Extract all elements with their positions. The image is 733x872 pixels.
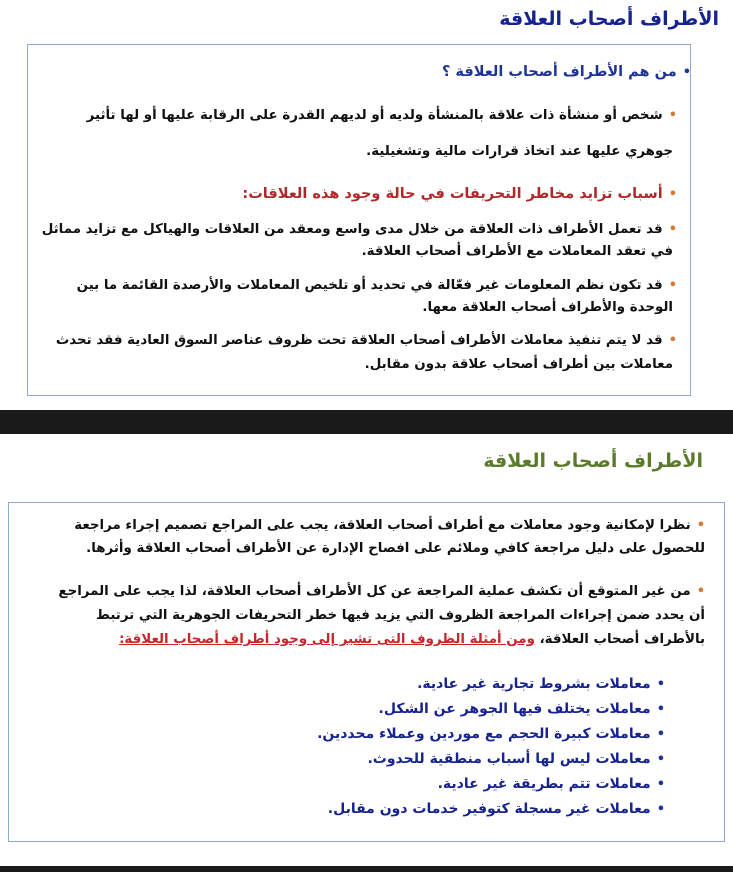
bullet-icon: • xyxy=(656,702,665,717)
bullet-icon: • xyxy=(656,677,665,692)
slide2-para2-line3: بالأطراف أصحاب العلاقة، ومن أمثلة الظروف التى تشير إلى وجود أطراف أصحاب العلاقة: xyxy=(119,632,705,647)
slide2-para1-line2: للحصول على دليل مراجعة كافي وملائم على افصاح الإدارة عن الأطراف أصحاب العلاقة وأثرها. xyxy=(86,541,705,556)
slide2-title: الأطراف أصحاب العلاقة xyxy=(483,450,703,472)
bullet-icon: • xyxy=(656,777,665,792)
slide1-reason-3-line1: •قد لا يتم تنفيذ معاملات الأطراف أصحاب العلاقة تحت ظروف عناصر السوق العادية فقد تحدث xyxy=(55,333,677,348)
bullet-icon: • xyxy=(656,802,665,817)
slide2-example-2: •معاملات يختلف فيها الجوهر عن الشكل. xyxy=(378,701,665,717)
bullet-icon: • xyxy=(696,584,705,599)
slide2-example-5: •معاملات تتم بطريقة غير عادية. xyxy=(437,776,665,792)
bullet-icon: • xyxy=(682,65,691,80)
slide2-example-4: •معاملات ليس لها أسباب منطقية للحدوث. xyxy=(367,751,665,767)
bullet-icon: • xyxy=(668,222,677,237)
slide-separator xyxy=(0,410,733,434)
slide-separator xyxy=(0,866,733,872)
bullet-icon: • xyxy=(668,333,677,348)
highlighted-text: ومن أمثلة الظروف التى تشير إلى وجود أطراف أصحاب العلاقة: xyxy=(119,632,535,647)
slide1-reason-3-line2: معاملات بين أطراف أصحاب علاقة بدون مقابل. xyxy=(364,357,673,372)
bullet-icon: • xyxy=(668,278,677,293)
slide2-example-6: •معاملات غير مسجلة كتوفير خدمات دون مقابل. xyxy=(327,801,665,817)
slide1-title: الأطراف أصحاب العلاقة xyxy=(499,8,719,30)
slide1-question: •من هم الأطراف أصحاب العلاقة ؟ xyxy=(441,64,691,80)
bullet-icon: • xyxy=(668,108,677,123)
bullet-icon: • xyxy=(696,518,705,533)
slide1-definition-line2: جوهري عليها عند اتخاذ قرارات مالية وتشغيلية. xyxy=(366,144,673,159)
slide1-reason-1-line2: في تعقد المعاملات مع الأطراف أصحاب العلاقة. xyxy=(361,244,673,259)
slide2-example-3: •معاملات كبيرة الحجم مع موردين وعملاء محددين. xyxy=(317,726,665,742)
slide1-reasons-heading: •أسباب تزايد مخاطر التحريفات في حالة وجود هذه العلاقات: xyxy=(242,186,677,202)
slide1-reason-1-line1: •قد تعمل الأطراف ذات العلاقة من خلال مدى واسع ومعقد من العلاقات والهياكل مع تزايد مماثل xyxy=(41,222,677,237)
slide2-para2-line2: أن يحدد ضمن إجراءات المراجعة الظروف التي يزيد فيها خطر التحريفات الجوهرية التي ترتبط xyxy=(96,608,705,623)
slide1-definition-line1: •شخص أو منشأة ذات علاقة بالمنشأة ولديه أو لديهم القدرة على الرقابة عليها أو لها تأثير xyxy=(86,108,677,123)
slide2-example-1: •معاملات بشروط تجارية غير عادية. xyxy=(417,676,665,692)
slide1-reason-2-line1: •قد تكون نظم المعلومات غير فعّالة في تحديد أو تلخيص المعاملات والأرصدة القائمة ما بين xyxy=(76,278,677,293)
bullet-icon: • xyxy=(656,727,665,742)
slide1-reason-2-line2: الوحدة والأطراف أصحاب العلاقة معها. xyxy=(422,300,673,315)
bullet-icon: • xyxy=(668,187,677,202)
slide2-para2-line1: •من غير المتوقع أن تكشف عملية المراجعة عن كل الأطراف أصحاب العلاقة، لذا يجب على المراجع xyxy=(58,584,705,599)
bullet-icon: • xyxy=(656,752,665,767)
slide2-para1-line1: •نظرا لإمكانية وجود معاملات مع أطراف أصحاب العلاقة، يجب على المراجع تصميم إجراء مراجعة xyxy=(74,518,705,533)
